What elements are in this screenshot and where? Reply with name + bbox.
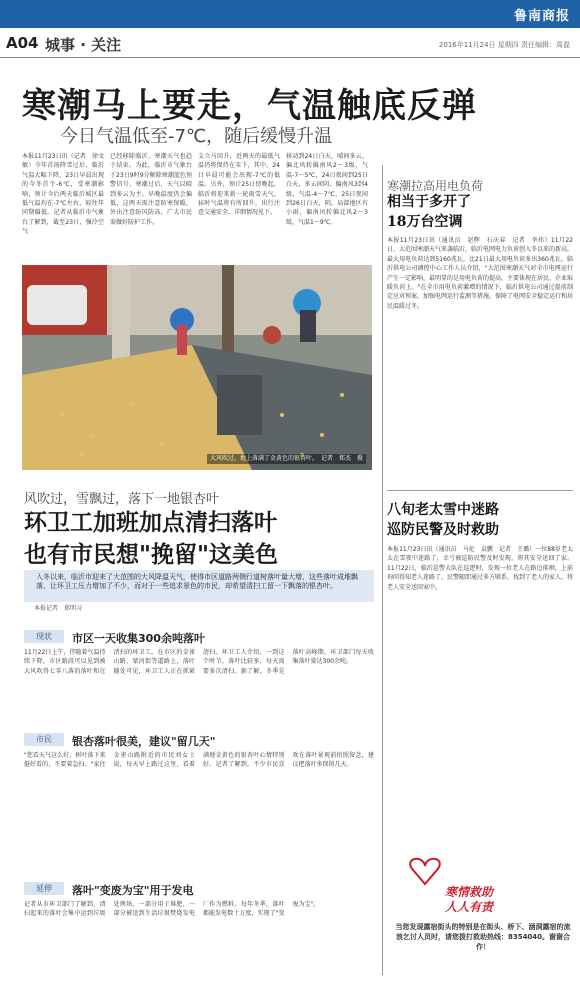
sidebar2-headline-line1: 八旬老太雪中迷路 — [387, 502, 499, 518]
sidebar2-headline-line2: 巡防民警及时救助 — [387, 522, 499, 538]
tag-extension: 延伸 — [24, 882, 64, 895]
section-body-status: 11月22日上午，伴随着气温持续下降，市区路段可以见到被大风吹得七零八落的落叶和在清扫的环卫工。在市区的金雀山路、蒙河街等道路上，落叶随处可见，环卫工人正在抓紧清扫。环卫工人介绍，一到这个时节，落叶比较多，每天需要多次清扫。据了解，冬季是落叶高峰期，环卫部门每天收集落叶量达300余吨。 — [24, 649, 374, 675]
tag-status: 现状 — [24, 630, 64, 643]
sidebar-headline — [387, 192, 471, 232]
section-header — [0, 28, 580, 58]
sidebar-headline-line2: 18万台空调 — [387, 214, 463, 230]
sidebar2-headline — [387, 500, 499, 540]
heart-icon — [393, 850, 573, 890]
section-title: 城事 · 关注 — [45, 36, 122, 54]
ad-title-line1: 寒情救助 — [445, 885, 494, 899]
ad-body: 当您发现露宿街头的特别是在街头、桥下、涵洞露宿的流浪乞讨人员时，请您拨打救助热线：8354040。谢谢合作！ — [395, 923, 571, 951]
column-divider — [382, 165, 383, 975]
street-leaves-photo — [22, 265, 372, 470]
photo-illustration — [22, 265, 372, 470]
ad-title — [445, 885, 493, 915]
main-subheadline: 今日气温低至-7℃，随后缓慢升温 — [60, 126, 333, 147]
subtitle-citizens: 银杏落叶很美，建议"留几天" — [72, 735, 216, 748]
main-headline: 寒潮马上要走，气温触底反弹 — [22, 86, 477, 126]
story-headline-line1: 环卫工加班加点清扫落叶 — [24, 509, 277, 536]
sidebar-kicker: 寒潮拉高用电负荷 — [387, 179, 484, 193]
subtitle-status: 市区一天收集300余吨落叶 — [72, 632, 205, 645]
section-body-citizens: "您看天气这么好，树叶落下来挺好看的，不要着急扫。"家住金雀山路附近的市民刘女士说，每天早上路过这里，看着满地金黄色的银杏叶心情特别好。记者了解到，不少市民喜欢在落叶景观前拍照留念，建议把落叶多保留几天。 — [24, 752, 374, 769]
page-number: A04 — [6, 34, 39, 52]
story-headline — [24, 507, 278, 571]
tag-citizens: 市民 — [24, 733, 64, 746]
subtitle-extension: 落叶"变废为宝"用于发电 — [72, 884, 194, 897]
sidebar-divider — [387, 490, 573, 491]
issue-meta: 2016年11月24日 星期四 责任编辑：周磊 — [438, 41, 570, 49]
article-col-3: 支立马回升，近两天的最低气温仍将保持在零下，其中，24日早晨可能会出现-7℃的低温。另外，预计25日傍晚起，临沂将迎来新一轮雨雪天气，届时气温将有所回升，出行注意交通安全，详细情况见下。 — [198, 153, 280, 217]
sidebar2-body: 本报11月23日讯（通讯员 马伦 袁鹏 记者 王璐）一位88岁老太太在雪夜中迷路了，幸亏被巡防民警及时发现，将其安全送回了家。11月22日，临沂巡警大队在巡逻时，发现一位老人在路边徘徊，上前询问得知老人迷路了，民警随即通过多方联系，找到了老人的家人，将老人安全送回家中。 — [387, 546, 573, 591]
newspaper-brand: 鲁南商报 — [513, 9, 570, 24]
top-banner — [0, 0, 580, 28]
photo-caption: 大风吹过，地上落满了金黄色的银杏叶。 记者 郑杰 摄 — [207, 454, 366, 464]
article-col-1: 本报11月23日讯（记者 徐文敏）今年首场降雪过后，临沂气温大幅下降，23日早晨出现的今冬首个-6℃，受寒潮影响，预计今后两天临沂城区最低气温均在-7℃左右，较往年同期偏低。记者从临沂市气象台了解到，截至23日，强冷空气 — [22, 153, 104, 236]
story-byline: 本报记者 郑明习 — [34, 605, 83, 612]
article-col-2: 已经移除临沂，寒潮天气也趋于结束。为此，临沂市气象台于23日9时9分解除寒潮蓝色预警信号。寒潮过后，天气以晴到多云为主。早晚温度仍会偏低，这两天需注意防寒保暖，外出注意防风防冻，广大市民需做好防护工作。 — [110, 153, 192, 226]
story-headline-line2: 也有市民想"挽留"这美色 — [24, 541, 278, 568]
article-col-4: 移动到24日白天，晴间多云，偏北风转偏南风2～3级，气温-7～5℃，24日夜间到25日白天，多云间阴，偏南风3到4级，气温-4～7℃，25日夜间到26日白天，阴，局部地区有小雨，偏南风转偏北风2～3级，气温1～9℃。 — [286, 153, 368, 226]
ad-title-line2: 人人有责 — [445, 900, 494, 914]
story-lead: 入冬以来，临沂市迎来了大范围的大风降温天气，使得市区道路两侧行道树落叶量大增，这些落叶成堆飘落，让环卫工压力增加了不少，而对于一些追求景色的市民，却希望清扫工留一下飘落的银杏叶。 — [24, 570, 374, 602]
sidebar-body: 本报11月23日讯（通讯员 赵辉 石庆春 记者 李玮）11月22日，大范围寒潮天气来袭临沂，临沂电网电力负荷创入冬以来的新高，最大用电负荷达到5160兆瓦，比21日最大用电负荷多出360兆瓦。临沂供电公司调控中心工作人员介绍，"大范围寒潮天气对全市电网运行产生一定影响，最明显的是用电负荷的提高，主要体现在居民、企业取暖负荷上。"在全市用电负荷激增的情况下，临沂供电公司通过提前制定应对预案，加强电网运行监测等措施，保障了电网安全稳定运行和居民温暖过冬。 — [387, 237, 573, 310]
story-kicker: 风吹过，雪飘过，落下一地银杏叶 — [24, 492, 220, 507]
sidebar-headline-line1: 相当于多开了 — [387, 194, 471, 210]
section-body-extension: 记者从市环卫部门了解到，清扫起来的落叶会集中运到垃圾处理场，一部分用于堆肥，一部分被送到生活垃圾焚烧发电厂作为燃料。每年冬季，落叶都能发电数十万度，实现了"变废为宝"。 — [24, 901, 320, 918]
